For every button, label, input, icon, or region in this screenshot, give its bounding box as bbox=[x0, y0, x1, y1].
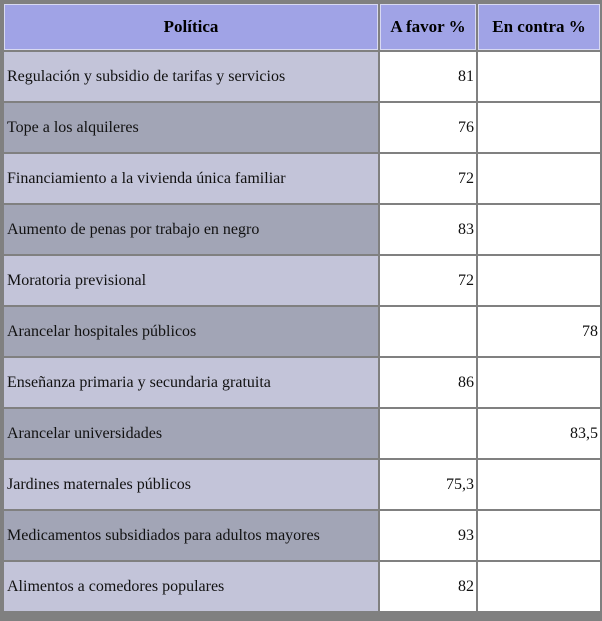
policy-cell: Arancelar universidades bbox=[4, 409, 378, 458]
contra-cell: 78 bbox=[478, 307, 600, 356]
table-row bbox=[4, 460, 600, 509]
table-row bbox=[4, 154, 600, 203]
table-row bbox=[4, 562, 600, 611]
table-row bbox=[4, 103, 600, 152]
policy-cell: Financiamiento a la vivienda única familiar bbox=[4, 154, 378, 203]
contra-cell bbox=[478, 358, 600, 407]
favor-cell: 72 bbox=[380, 154, 476, 203]
contra-cell bbox=[478, 511, 600, 560]
favor-cell: 72 bbox=[380, 256, 476, 305]
favor-cell: 76 bbox=[380, 103, 476, 152]
table-row bbox=[4, 205, 600, 254]
favor-cell: 81 bbox=[380, 52, 476, 101]
favor-cell: 86 bbox=[380, 358, 476, 407]
policy-cell: Jardines maternales públicos bbox=[4, 460, 378, 509]
policy-cell: Alimentos a comedores populares bbox=[4, 562, 378, 611]
header-row bbox=[4, 4, 600, 50]
favor-cell: 75,3 bbox=[380, 460, 476, 509]
favor-cell bbox=[380, 307, 476, 356]
table-row bbox=[4, 52, 600, 101]
contra-cell bbox=[478, 562, 600, 611]
contra-cell bbox=[478, 154, 600, 203]
favor-cell bbox=[380, 409, 476, 458]
policy-cell: Enseñanza primaria y secundaria gratuita bbox=[4, 358, 378, 407]
contra-cell bbox=[478, 205, 600, 254]
contra-cell bbox=[478, 460, 600, 509]
table-row bbox=[4, 409, 600, 458]
contra-cell bbox=[478, 103, 600, 152]
header-policy: Política bbox=[4, 4, 378, 50]
favor-cell: 83 bbox=[380, 205, 476, 254]
favor-cell: 82 bbox=[380, 562, 476, 611]
policy-cell: Arancelar hospitales públicos bbox=[4, 307, 378, 356]
policy-cell: Medicamentos subsidiados para adultos mayores bbox=[4, 511, 378, 560]
table-row bbox=[4, 511, 600, 560]
table-row bbox=[4, 358, 600, 407]
favor-cell: 93 bbox=[380, 511, 476, 560]
policy-cell: Regulación y subsidio de tarifas y servicios bbox=[4, 52, 378, 101]
policy-cell: Moratoria previsional bbox=[4, 256, 378, 305]
policy-cell: Aumento de penas por trabajo en negro bbox=[4, 205, 378, 254]
header-favor: A favor % bbox=[380, 4, 476, 50]
contra-cell bbox=[478, 256, 600, 305]
contra-cell bbox=[478, 52, 600, 101]
table-row bbox=[4, 307, 600, 356]
policy-cell: Tope a los alquileres bbox=[4, 103, 378, 152]
header-contra: En contra % bbox=[478, 4, 600, 50]
policy-table bbox=[2, 2, 602, 613]
table-row bbox=[4, 256, 600, 305]
contra-cell: 83,5 bbox=[478, 409, 600, 458]
